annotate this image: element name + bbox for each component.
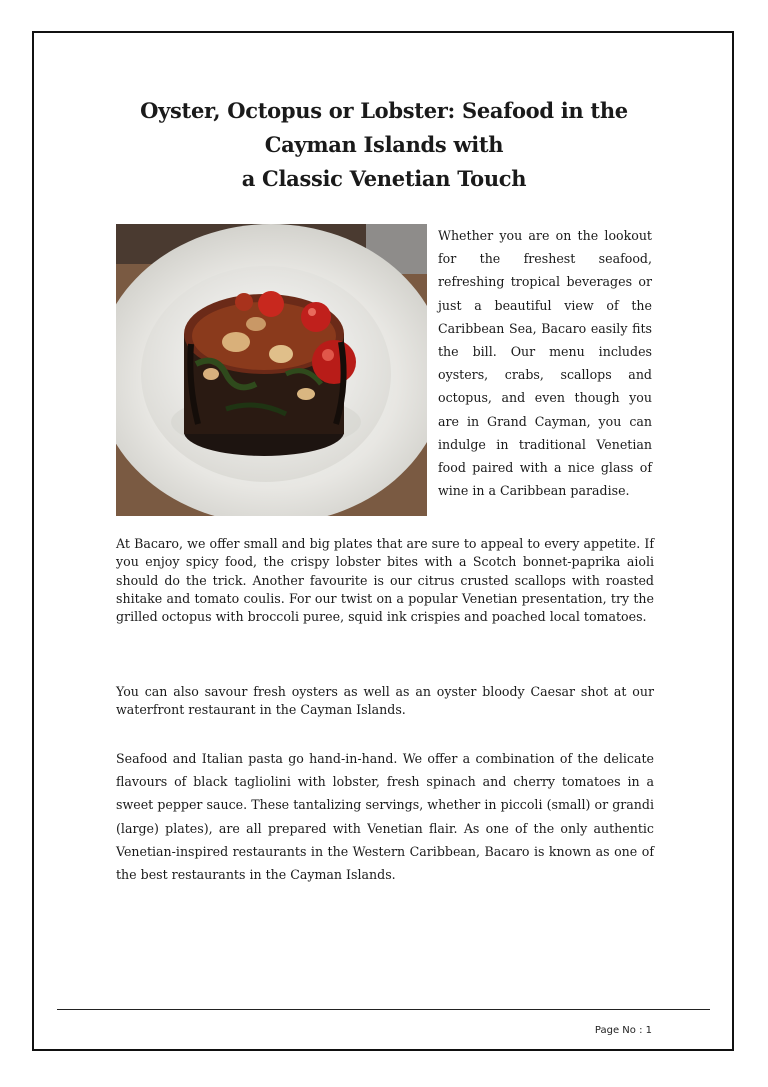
seafood-dish-photo: [116, 224, 427, 516]
document-title: [116, 94, 652, 196]
footer-divider: [57, 1009, 710, 1010]
page-number: Page No : 1: [594, 1025, 652, 1036]
title-line-3: a Classic Venetian Touch: [241, 166, 527, 191]
intro-paragraph: Whether you are on the lookout for the freshest seafood, refreshing tropical beverages or just a beautiful view of the Caribbean Sea, Bacaro easily fits the bill. Our menu includes oysters, crabs, scallops and octopus, and even though you are in Grand Cayman, you can indulge in traditional Venetian food paired with a nice glass of wine in a Caribbean paradise.: [438, 228, 652, 499]
title-line-1: Oyster, Octopus or Lobster: Seafood in the: [140, 98, 628, 123]
title-line-2: Cayman Islands with: [264, 132, 504, 157]
body-paragraph-1: At Bacaro, we offer small and big plates that are sure to appeal to every appetite. If you enjoy spicy food, the crispy lobster bites with a Scotch bonnet-paprika aioli should do the trick. Another favourite is our citrus crusted scallops with roasted shitake and tomato coulis. For our twist on a popular Venetian presentation, try the grilled octopus with broccoli puree, squid ink crispies and poached local tomatoes.: [116, 536, 654, 625]
body-paragraph-2: You can also savour fresh oysters as well as an oyster bloody Caesar shot at our waterfront restaurant in the Cayman Islands.: [116, 684, 654, 718]
octopus-dish-image: [116, 224, 427, 516]
body-paragraph-3: Seafood and Italian pasta go hand-in-hand. We offer a combination of the delicate flavours of black tagliolini with lobster, fresh spinach and cherry tomatoes in a sweet pepper sauce. These tantalizing servings, whether in piccoli (small) or grandi (large) plates), are all prepared with Venetian flair. As one of the only authentic Venetian-inspired restaurants in the Western Caribbean, Bacaro is known as one of the best restaurants in the Cayman Islands.: [116, 751, 654, 883]
